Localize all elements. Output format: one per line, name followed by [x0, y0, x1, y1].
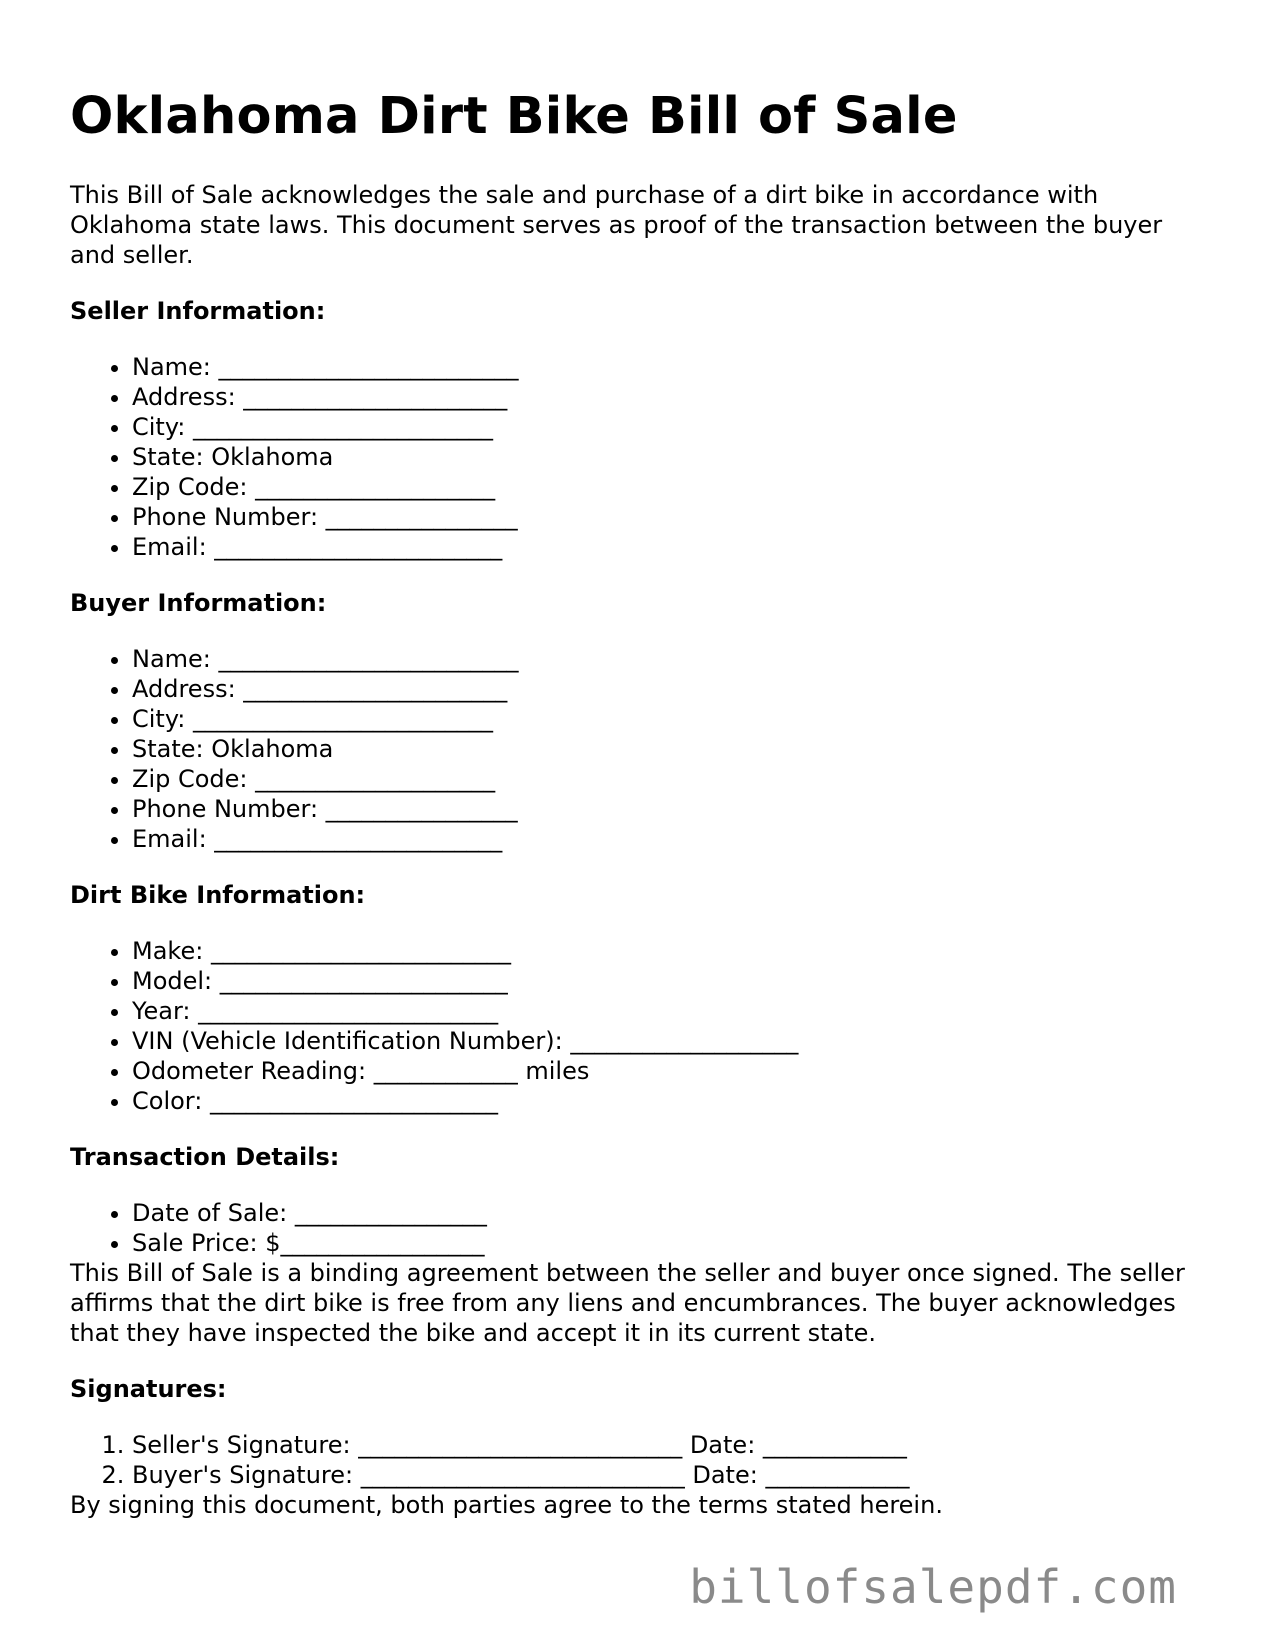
bike-heading: Dirt Bike Information:	[70, 881, 366, 910]
bike-year-field: • Year: _________________________	[132, 996, 1210, 1026]
seller-zip-field: • Zip Code: ____________________	[132, 472, 1210, 502]
signatures-list	[70, 1430, 1210, 1490]
seller-name-field: • Name: _________________________	[132, 352, 1210, 382]
bike-odometer-field: • Odometer Reading: ____________ miles	[132, 1056, 1210, 1086]
bike-list	[70, 936, 1210, 1116]
sale-price-field: • Sale Price: $_________________	[132, 1228, 1210, 1258]
closing-paragraph: By signing this document, both parties agree to the terms stated herein.	[70, 1491, 943, 1520]
bike-color-field: • Color: ________________________	[132, 1086, 1210, 1116]
transaction-list	[70, 1198, 1210, 1258]
bike-vin-field: • VIN (Vehicle Identification Number): ___________________	[132, 1026, 1210, 1056]
signatures-heading: Signatures:	[70, 1375, 227, 1404]
buyer-phone-field: • Phone Number: ________________	[132, 794, 1210, 824]
seller-email-field: • Email: ________________________	[132, 532, 1210, 562]
seller-signature-line: 1. Seller's Signature: ___________________________ Date: ____________	[132, 1430, 1210, 1460]
seller-phone-field: • Phone Number: ________________	[132, 502, 1210, 532]
sale-date-field: • Date of Sale: ________________	[132, 1198, 1210, 1228]
buyer-city-field: • City: _________________________	[132, 704, 1210, 734]
buyer-list	[70, 644, 1210, 854]
buyer-heading: Buyer Information:	[70, 589, 327, 618]
watermark: billofsalepdf.com	[689, 1560, 1177, 1614]
seller-list	[70, 352, 1210, 562]
seller-heading: Seller Information:	[70, 297, 326, 326]
document-title: Oklahoma Dirt Bike Bill of Sale	[70, 87, 958, 146]
intro-paragraph: This Bill of Sale acknowledges the sale and purchase of a dirt bike in accordance with Oklahoma state laws. This document serves as proof of the transaction between the buyer and seller.	[70, 181, 1163, 270]
buyer-signature-line: 2. Buyer's Signature: ___________________________ Date: ____________	[132, 1460, 1210, 1490]
seller-address-field: • Address: ______________________	[132, 382, 1210, 412]
transaction-heading: Transaction Details:	[70, 1143, 340, 1172]
buyer-email-field: • Email: ________________________	[132, 824, 1210, 854]
seller-state-field: • State: Oklahoma	[132, 442, 1210, 472]
buyer-address-field: • Address: ______________________	[132, 674, 1210, 704]
bike-make-field: • Make: _________________________	[132, 936, 1210, 966]
agreement-paragraph: This Bill of Sale is a binding agreement between the seller and buyer once signed. The seller affirms that the dirt bike is free from any liens and encumbrances. The buyer acknowledges that they have inspected the bike and accept it in its current state.	[70, 1259, 1185, 1348]
buyer-name-field: • Name: _________________________	[132, 644, 1210, 674]
buyer-zip-field: • Zip Code: ____________________	[132, 764, 1210, 794]
bike-model-field: • Model: ________________________	[132, 966, 1210, 996]
buyer-state-field: • State: Oklahoma	[132, 734, 1210, 764]
seller-city-field: • City: _________________________	[132, 412, 1210, 442]
document-page	[70, 86, 1210, 1520]
